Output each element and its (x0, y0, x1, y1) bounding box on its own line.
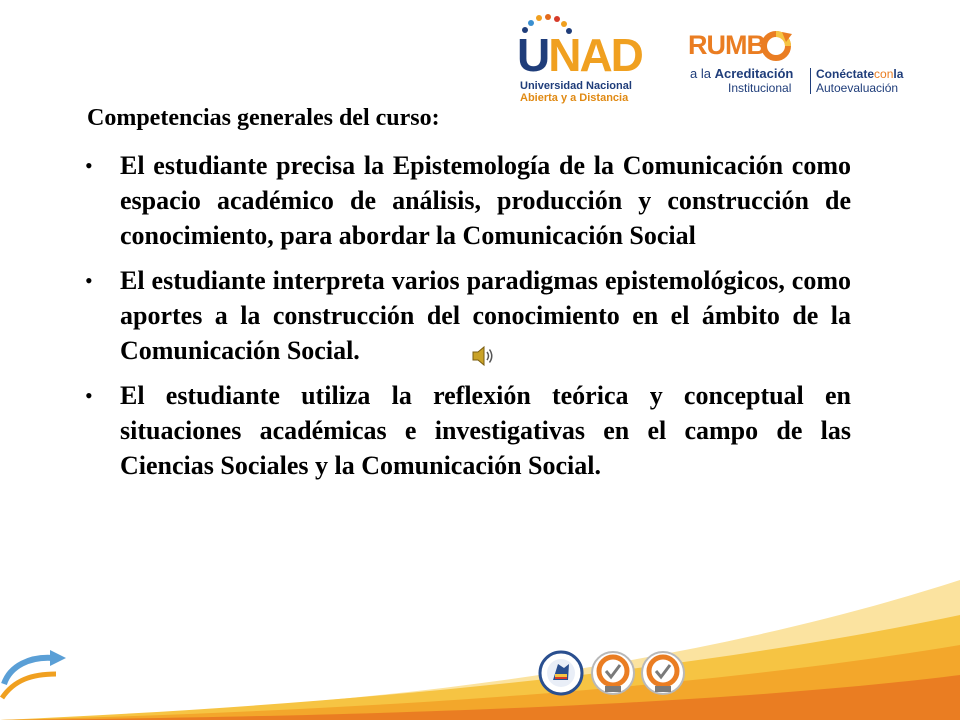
unad-word-nad: NAD (548, 29, 642, 81)
rumbo-swirl-icon (760, 30, 794, 62)
list-item-text: El estudiante precisa la Epistemología de la Comunicación como espacio académico de análisis, producción y construcción de conocimiento, para abordar la Comunicación Social (120, 151, 851, 250)
list-item (85, 263, 851, 368)
list-item (85, 378, 851, 483)
rumbo-logo (688, 30, 928, 100)
rumbo-line2: Institucional (728, 81, 792, 95)
speaker-icon[interactable] (470, 343, 496, 369)
list-item (85, 148, 851, 253)
list-item-text: El estudiante utiliza la reflexión teórica y conceptual en situaciones académicas e investigativas en el campo de las Ciencias Sociales y la Comunicación Social. (120, 381, 851, 480)
competencies-list (85, 148, 851, 493)
rumbo-right-line2: Autoevaluación (816, 81, 899, 95)
rumbo-wordmark: RUMB (688, 30, 765, 60)
sgs-seal-icon (590, 650, 636, 696)
unad-subtitle-line2: Abierta y a Distancia (520, 92, 629, 104)
rumbo-right-bold: Conéctate (816, 67, 875, 81)
unad-subtitle (520, 80, 632, 104)
unad-subtitle-line1: Universidad Nacional (520, 80, 632, 92)
rumbo-right-la: la (893, 67, 904, 81)
footer-swoosh (0, 560, 960, 720)
bullet-icon: • (85, 153, 93, 178)
unad-word-u: U (517, 29, 549, 81)
bullet-icon: • (85, 383, 93, 408)
rumbo-divider (810, 68, 811, 94)
rumbo-right-line1 (816, 68, 903, 81)
unad-wordmark (517, 29, 642, 81)
page-title: Competencias generales del curso: (87, 105, 440, 131)
rumbo-line1-prefix: a la (690, 66, 715, 81)
rumbo-line1-bold: Acreditación (714, 66, 794, 81)
colombia-seal-icon (538, 650, 584, 696)
list-item-text: El estudiante interpreta varios paradigmas epistemológicos, como aportes a la construcción del conocimiento en el ámbito de la Comunicación Social. (120, 266, 851, 365)
rumbo-right-con: con (874, 67, 894, 81)
rumbo-line1 (690, 67, 793, 81)
sgs-seal-icon (640, 650, 686, 696)
unad-mark-icon (0, 644, 78, 704)
unad-logo (517, 14, 642, 114)
bullet-icon: • (85, 268, 93, 293)
